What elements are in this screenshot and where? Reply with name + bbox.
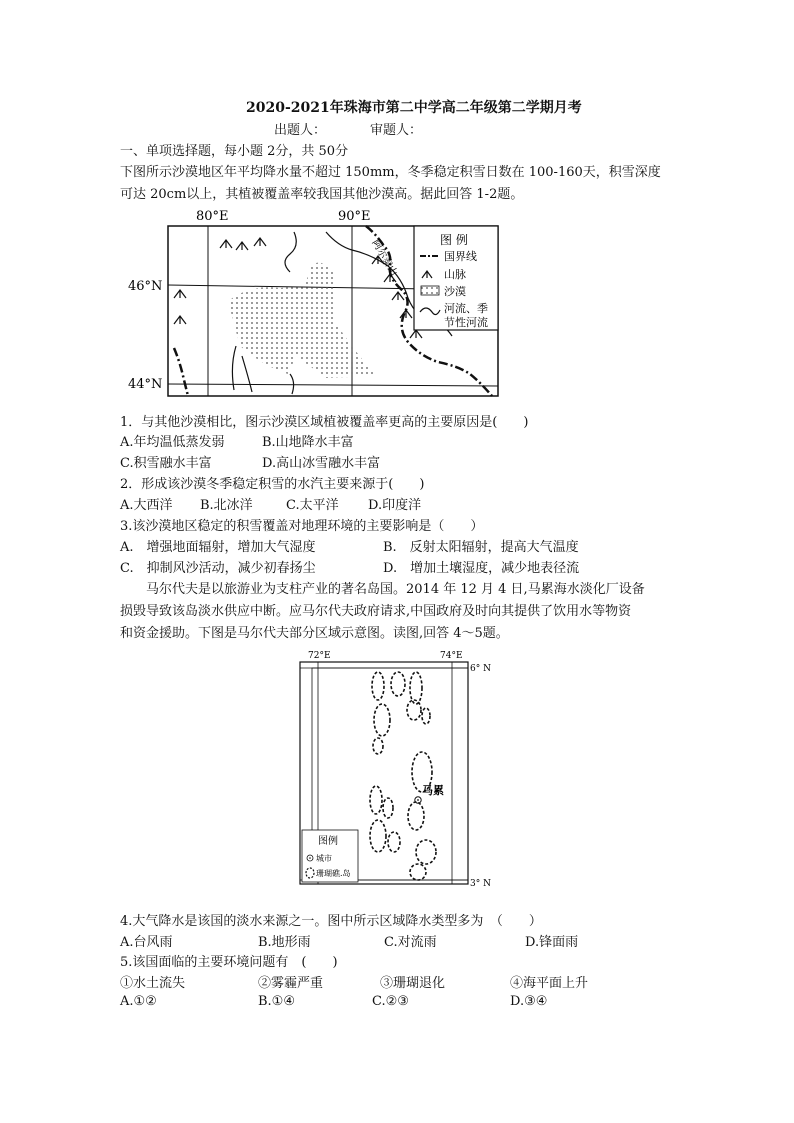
legend-border-label: 国界线 [444, 250, 477, 263]
question-5-statement-3: ③珊瑚退化 [380, 976, 446, 991]
question-2-option-c: C.太平洋 [286, 498, 339, 513]
question-4-option-d: D.锋面雨 [525, 935, 579, 950]
legend-reef-label: 珊瑚礁.岛 [316, 869, 351, 878]
maldives-intro-line-1: 马尔代夫是以旅游业为支柱产业的著名岛国。2014 年 12 月 4 日,马累海水淡化厂设备 [146, 582, 645, 597]
question-4-option-a: A.台风雨 [120, 935, 173, 950]
question-5-option-b: B.①④ [258, 994, 295, 1009]
question-5-statement-2: ②雾霾严重 [258, 976, 324, 991]
question-2-option-a: A.大西洋 [120, 498, 173, 513]
question-5-statement-1: ①水土流失 [120, 976, 186, 991]
question-3-option-c: C. 抑制风沙活动，减少初春扬尘 [120, 561, 316, 576]
question-3-stem: 3.该沙漠地区稳定的积雪覆盖对地理环境的主要影响是（ ） [120, 519, 484, 534]
lon-90-label: 90°E [338, 209, 371, 224]
question-3-option-d: D. 增加土壤湿度，减少地表径流 [383, 561, 580, 576]
desert-area [228, 262, 376, 378]
question-3-option-a: A. 增强地面辐射，增加大气湿度 [120, 540, 316, 555]
legend-river-label-2: 节性河流 [444, 316, 488, 329]
question-1-option-a: A.年均温低蒸发弱 [120, 435, 225, 450]
lon-80-label: 80°E [196, 209, 229, 224]
lat-44-label: 44°N [128, 377, 163, 392]
legend-mountain-label: 山脉 [444, 268, 466, 281]
river [285, 232, 296, 272]
question-5-statement-4: ④海平面上升 [510, 976, 589, 991]
legend-desert-label: 沙漠 [444, 285, 466, 298]
legend-title: 图 例 [440, 233, 468, 247]
legend-desert-icon [421, 286, 439, 295]
parallel-44 [168, 384, 498, 386]
lon-72-label: 72°E [308, 651, 331, 661]
map1-legend [414, 226, 498, 330]
lat-3-label: 3° N [470, 879, 491, 889]
reviewer-label: 审题人： [370, 123, 423, 138]
question-1-option-d: D.高山冰雪融水丰富 [262, 456, 381, 471]
question-4-option-c: C.对流雨 [384, 935, 437, 950]
maldives-map-svg [290, 646, 500, 890]
question-2-stem: 2．形成该沙漠冬季稳定积雪的水汽主要来源于( ) [120, 477, 425, 492]
setter-label: 出题人： [274, 123, 327, 138]
question-4-option-b: B.地形雨 [258, 935, 311, 950]
question-1-option-b: B.山地降水丰富 [262, 435, 354, 450]
maldives-intro-line-3: 和资金援助。下图是马尔代夫部分区域示意图。读图,回答 4～5题。 [120, 626, 509, 641]
lon-74-label: 74°E [440, 651, 463, 661]
section-heading: 一、单项选择题，每小题 2分，共 50分 [120, 144, 349, 159]
lat-6-label: 6° N [470, 664, 491, 674]
page-title: 2020-2021年珠海市第二中学高二年级第二学期月考 [246, 100, 582, 116]
question-3-option-b: B. 反射太阳辐射，提高大气温度 [383, 540, 579, 555]
desert-map [128, 206, 520, 400]
maldives-intro-line-2: 损毁导致该岛淡水供应中断。应马尔代夫政府请求,中国政府及时向其提供了饮用水等物资 [120, 604, 632, 619]
legend-river-label-1: 河流、季 [444, 302, 488, 315]
question-5-option-d: D.③④ [510, 994, 548, 1009]
question-5-option-a: A.①② [120, 994, 157, 1009]
question-1-stem: 1．与其他沙漠相比，图示沙漠区域植被覆盖率更高的主要原因是( ) [120, 415, 529, 430]
lat-46-label: 46°N [128, 279, 163, 294]
map2-legend [302, 830, 358, 882]
question-1-option-c: C.积雪融水丰富 [120, 456, 212, 471]
river [290, 374, 294, 394]
intro-line-1: 下图所示沙漠地区年平均降水量不超过 150mm，冬季稳定积雪日数在 100-160天，积雪深度 [120, 165, 661, 180]
intro-line-2: 可达 20cm以上，其植被覆盖率较我国其他沙漠高。据此回答 1-2题。 [120, 187, 524, 202]
national-border [174, 348, 188, 396]
question-2-option-d: D.印度洋 [368, 498, 422, 513]
question-5-stem: 5.该国面临的主要环境问题有 ( ) [120, 955, 338, 970]
question-5-option-c: C.②③ [372, 994, 409, 1009]
map2-legend-title: 图例 [318, 836, 338, 847]
male-city-dot [417, 799, 419, 801]
question-4-stem: 4.大气降水是该国的淡水来源之一。图中所示区域降水类型多为 （ ） [120, 914, 542, 929]
maldives-map [290, 646, 500, 890]
male-city-label: 马累 [422, 784, 444, 797]
question-2-option-b: B.北冰洋 [200, 498, 253, 513]
desert-map-svg [128, 206, 520, 400]
river [242, 356, 252, 392]
coral-atolls [370, 672, 436, 880]
river [232, 346, 236, 390]
legend-city-label: 城市 [316, 854, 332, 863]
altai-label: 阿尔泰山 [369, 238, 399, 279]
